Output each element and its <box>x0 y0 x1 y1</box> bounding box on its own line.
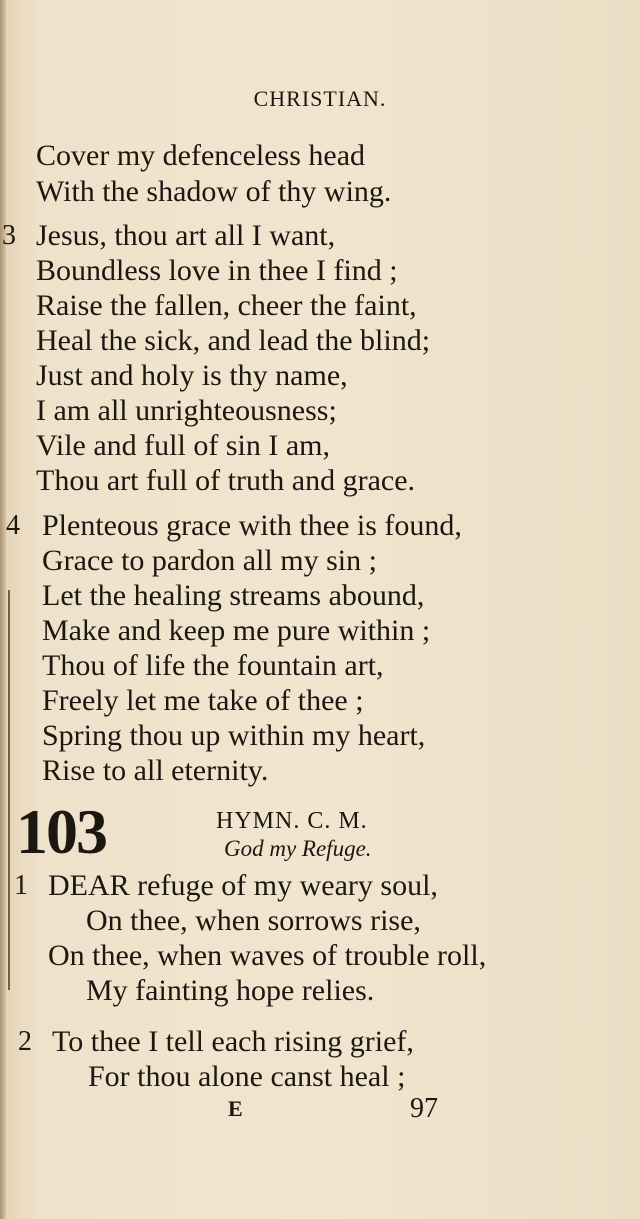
hymn-number: 103 <box>16 796 106 867</box>
margin-rule <box>8 590 10 990</box>
verse-line: With the shadow of thy wing. <box>36 175 392 208</box>
signature-mark: E <box>228 1096 243 1121</box>
verse-line: To thee I tell each rising grief, <box>52 1025 414 1058</box>
page-spine-shadow <box>0 0 6 1219</box>
verse-line: Spring thou up within my heart, <box>42 719 426 752</box>
verse-number: 3 <box>2 220 16 251</box>
verse-line: Thou of life the fountain art, <box>42 649 384 682</box>
verse-number: 4 <box>6 510 20 541</box>
verse-line: On thee, when sorrows rise, <box>86 904 421 937</box>
verse-line: Boundless love in thee I find ; <box>36 254 398 287</box>
verse-line: Freely let me take of thee ; <box>42 684 364 717</box>
running-head: CHRISTIAN. <box>253 86 387 111</box>
hymn-subtitle: God my Refuge. <box>224 836 372 861</box>
page-number: 97 <box>410 1093 438 1124</box>
verse-number: 1 <box>14 870 28 901</box>
verse-line: Rise to all eternity. <box>42 754 269 787</box>
verse-line: I am all unrighteousness; <box>36 394 337 427</box>
verse-line: Jesus, thou art all I want, <box>36 219 336 252</box>
verse-line: Cover my defenceless head <box>36 139 366 172</box>
verse-line: Heal the sick, and lead the blind; <box>36 324 431 357</box>
verse-line: Vile and full of sin I am, <box>36 429 330 462</box>
verse-line: Thou art full of truth and grace. <box>36 464 416 497</box>
verse-line: Grace to pardon all my sin ; <box>42 544 377 577</box>
verse-number: 2 <box>18 1026 32 1057</box>
verse-line: Let the healing streams abound, <box>42 579 425 612</box>
verse-line: My fainting hope relies. <box>86 974 375 1007</box>
verse-line: On thee, when waves of trouble roll, <box>48 939 487 972</box>
verse-line: Just and holy is thy name, <box>36 359 348 392</box>
verse-line: DEAR refuge of my weary soul, <box>48 869 438 902</box>
hymn-title: HYMN. C. M. <box>216 808 368 834</box>
verse-line: For thou alone canst heal ; <box>88 1060 406 1093</box>
verse-line: Raise the fallen, cheer the faint, <box>36 289 417 322</box>
verse-line: Make and keep me pure within ; <box>42 614 431 647</box>
verse-line: Plenteous grace with thee is found, <box>42 509 462 542</box>
